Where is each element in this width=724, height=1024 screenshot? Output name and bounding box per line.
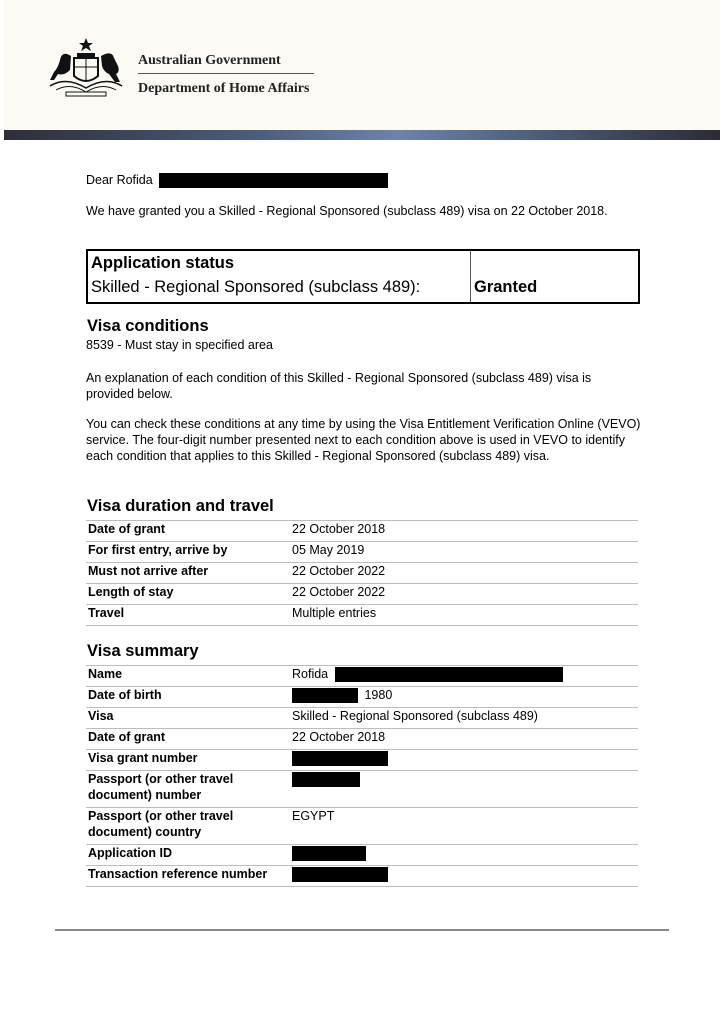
row-value — [290, 845, 638, 866]
row-label: Visa — [86, 708, 290, 729]
table-row — [86, 708, 638, 729]
row-label: Application ID — [86, 845, 290, 866]
application-status-title: Application status — [91, 254, 235, 272]
intro-paragraph: We have granted you a Skilled - Regional Sponsored (subclass 489) visa on 22 October 2018. — [86, 204, 608, 218]
redacted-grant-number — [292, 751, 388, 766]
row-value: 22 October 2018 — [290, 729, 638, 750]
status-visa-type: Skilled - Regional Sponsored (subclass 489): — [91, 278, 421, 296]
header-band — [4, 130, 720, 140]
redacted-passport-number — [292, 772, 360, 787]
redacted-application-id — [292, 846, 366, 861]
table-row — [86, 563, 638, 584]
table-row — [86, 605, 638, 626]
salutation-text: Dear Rofida — [86, 173, 153, 187]
row-value: Multiple entries — [290, 605, 638, 626]
visa-duration-title: Visa duration and travel — [87, 497, 274, 515]
row-value: 05 May 2019 — [290, 542, 638, 563]
status-divider — [470, 251, 471, 302]
visa-conditions-title: Visa conditions — [87, 317, 209, 335]
table-row — [86, 845, 638, 866]
table-row — [86, 771, 638, 808]
row-value — [290, 771, 638, 808]
row-label: Passport (or other travel document) country — [86, 808, 290, 845]
row-label: Date of grant — [86, 521, 290, 542]
table-row — [86, 808, 638, 845]
table-row — [86, 750, 638, 771]
birth-year: 1980 — [364, 688, 393, 702]
table-row — [86, 866, 638, 887]
row-label: Must not arrive after — [86, 563, 290, 584]
letterhead — [4, 0, 720, 130]
redacted-surname — [335, 667, 563, 682]
row-value — [290, 866, 638, 887]
government-name: Australian Government — [138, 53, 281, 68]
salutation — [86, 172, 641, 188]
vevo-note: You can check these conditions at any time by using the Visa Entitlement Verification Online (VEVO) service. The four-digit number presented next to each condition above is used in VEVO to identify each condition that applies to this Skilled - Regional Sponsored (subclass 489) visa. — [86, 417, 641, 463]
condition-item: 8539 - Must stay in specified area — [86, 338, 273, 352]
row-label: Passport (or other travel document) number — [86, 771, 290, 808]
table-row — [86, 687, 638, 708]
table-row — [86, 521, 638, 542]
table-row — [86, 666, 638, 687]
conditions-explanation: An explanation of each condition of this Skilled - Regional Sponsored (subclass 489) visa is provided below. — [86, 371, 592, 401]
row-label: Name — [86, 666, 290, 687]
redacted-transaction-reference — [292, 867, 388, 882]
row-label: Length of stay — [86, 584, 290, 605]
row-value: 22 October 2022 — [290, 563, 638, 584]
row-label: Visa grant number — [86, 750, 290, 771]
visa-duration-table — [86, 520, 638, 626]
redacted-surname — [159, 173, 388, 188]
row-value: 22 October 2022 — [290, 584, 638, 605]
coat-of-arms-icon — [46, 36, 126, 98]
row-label: Transaction reference number — [86, 866, 290, 887]
row-value: 22 October 2018 — [290, 521, 638, 542]
visa-summary-table — [86, 665, 638, 887]
application-status-box — [86, 249, 640, 304]
status-badge: Granted — [474, 278, 538, 296]
row-label: Date of birth — [86, 687, 290, 708]
row-label: For first entry, arrive by — [86, 542, 290, 563]
row-value — [290, 666, 638, 687]
name-value: Rofida — [292, 667, 329, 681]
header-divider — [138, 73, 314, 74]
department-name: Department of Home Affairs — [138, 81, 310, 96]
footer-divider — [55, 929, 669, 931]
row-label: Date of grant — [86, 729, 290, 750]
redacted-birth-day-month — [292, 688, 358, 703]
row-value: Skilled - Regional Sponsored (subclass 489) — [290, 708, 638, 729]
table-row — [86, 542, 638, 563]
visa-summary-title: Visa summary — [87, 642, 199, 660]
table-row — [86, 584, 638, 605]
table-row — [86, 729, 638, 750]
row-value — [290, 750, 638, 771]
row-value: EGYPT — [290, 808, 638, 845]
row-value — [290, 687, 638, 708]
row-label: Travel — [86, 605, 290, 626]
